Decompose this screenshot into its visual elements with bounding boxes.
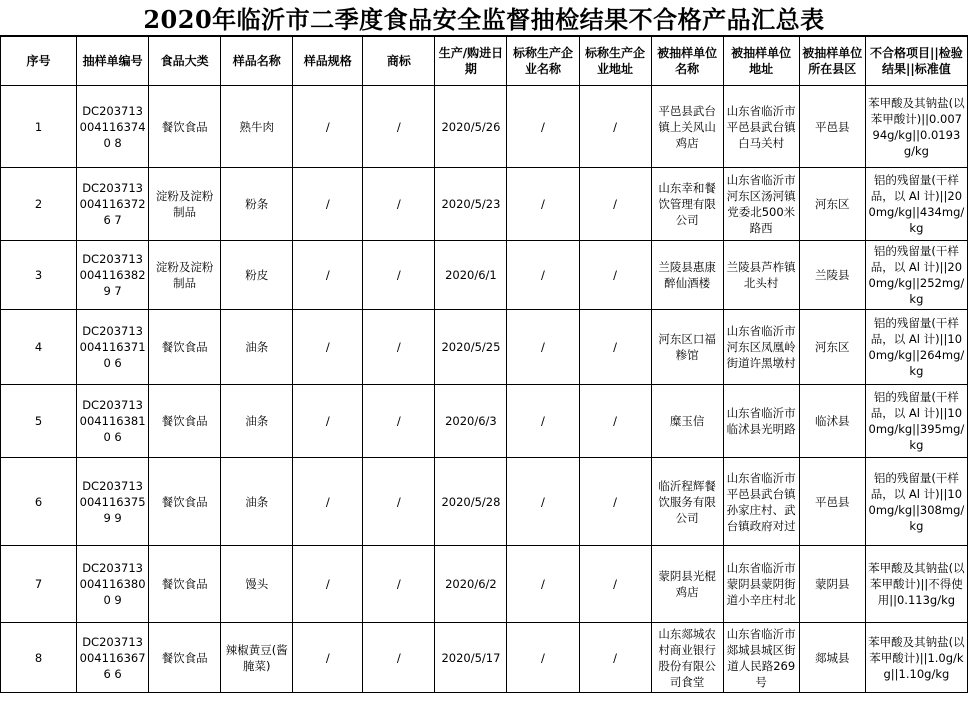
results-table xyxy=(0,36,968,693)
cell-mfr-name: / xyxy=(507,86,579,168)
cell-unit-address: 山东省临沂市郯城县城区街道人民路269号 xyxy=(723,623,799,693)
cell-spec: / xyxy=(293,458,363,546)
cell-sample-name: 熟牛肉 xyxy=(221,86,293,168)
cell-date: 2020/6/2 xyxy=(435,546,507,623)
cell-mfr-address: / xyxy=(579,623,651,693)
cell-brand: / xyxy=(363,241,435,310)
cell-unit-name: 糜玉信 xyxy=(651,385,723,458)
header-unit-name: 被抽样单位名称 xyxy=(651,37,723,86)
cell-no: 2 xyxy=(1,168,77,241)
cell-code: DC2037130041163800 9 xyxy=(77,546,149,623)
cell-brand: / xyxy=(363,546,435,623)
cell-sample-name: 辣椒黄豆(酱腌菜) xyxy=(221,623,293,693)
table-row xyxy=(1,168,968,241)
cell-category: 餐饮食品 xyxy=(149,546,221,623)
cell-code: DC2037130041163829 7 xyxy=(77,241,149,310)
cell-county: 兰陵县 xyxy=(799,241,865,310)
cell-spec: / xyxy=(293,385,363,458)
cell-category: 餐饮食品 xyxy=(149,623,221,693)
cell-sample-name: 油条 xyxy=(221,310,293,385)
cell-sample-name: 油条 xyxy=(221,458,293,546)
cell-brand: / xyxy=(363,168,435,241)
cell-code: DC2037130041163726 7 xyxy=(77,168,149,241)
cell-spec: / xyxy=(293,623,363,693)
cell-unit-address: 山东省临沂市河东区汤河镇党委北500米路西 xyxy=(723,168,799,241)
cell-category: 餐饮食品 xyxy=(149,310,221,385)
cell-unit-name: 平邑县武台镇上关风山鸡店 xyxy=(651,86,723,168)
cell-date: 2020/5/28 xyxy=(435,458,507,546)
cell-unit-name: 山东郯城农村商业银行股份有限公司食堂 xyxy=(651,623,723,693)
cell-sample-name: 粉皮 xyxy=(221,241,293,310)
cell-unit-address: 山东省临沂市平邑县武台镇白马关村 xyxy=(723,86,799,168)
cell-spec: / xyxy=(293,241,363,310)
cell-spec: / xyxy=(293,86,363,168)
cell-date: 2020/5/17 xyxy=(435,623,507,693)
cell-no: 5 xyxy=(1,385,77,458)
page-title: 2020年临沂市二季度食品安全监督抽检结果不合格产品汇总表 xyxy=(0,0,968,36)
cell-result: 苯甲酸及其钠盐(以苯甲酸计)||1.0g/kg||1.10g/kg xyxy=(865,623,967,693)
cell-mfr-address: / xyxy=(579,241,651,310)
cell-unit-address: 山东省临沂市平邑县武台镇孙家庄村、武台镇政府对过 xyxy=(723,458,799,546)
header-unit-address: 被抽样单位地址 xyxy=(723,37,799,86)
table-row xyxy=(1,623,968,693)
cell-result: 苯甲酸及其钠盐(以苯甲酸计)||不得使用||0.113g/kg xyxy=(865,546,967,623)
cell-mfr-name: / xyxy=(507,168,579,241)
cell-mfr-address: / xyxy=(579,458,651,546)
cell-code: DC2037130041163759 9 xyxy=(77,458,149,546)
cell-category: 餐饮食品 xyxy=(149,385,221,458)
cell-category: 淀粉及淀粉制品 xyxy=(149,168,221,241)
header-result: 不合格项目||检验结果||标准值 xyxy=(865,37,967,86)
table-row xyxy=(1,241,968,310)
cell-date: 2020/6/3 xyxy=(435,385,507,458)
cell-mfr-address: / xyxy=(579,86,651,168)
cell-result: 铝的残留量(干样品，以 Al 计)||100mg/kg||395mg/kg xyxy=(865,385,967,458)
cell-county: 郯城县 xyxy=(799,623,865,693)
cell-county: 平邑县 xyxy=(799,86,865,168)
header-mfr-address: 标称生产企业地址 xyxy=(579,37,651,86)
table-row xyxy=(1,86,968,168)
cell-county: 平邑县 xyxy=(799,458,865,546)
header-brand: 商标 xyxy=(363,37,435,86)
cell-mfr-name: / xyxy=(507,458,579,546)
cell-sample-name: 馒头 xyxy=(221,546,293,623)
cell-mfr-name: / xyxy=(507,623,579,693)
cell-code: DC2037130041163810 6 xyxy=(77,385,149,458)
cell-unit-name: 临沂程辉餐饮服务有限公司 xyxy=(651,458,723,546)
cell-mfr-address: / xyxy=(579,168,651,241)
cell-mfr-address: / xyxy=(579,385,651,458)
table-row xyxy=(1,546,968,623)
cell-sample-name: 粉条 xyxy=(221,168,293,241)
header-row xyxy=(1,37,968,86)
cell-brand: / xyxy=(363,458,435,546)
cell-result: 铝的残留量(干样品，以 Al 计)||200mg/kg||434mg/kg xyxy=(865,168,967,241)
header-mfr-name: 标称生产企业名称 xyxy=(507,37,579,86)
cell-spec: / xyxy=(293,546,363,623)
cell-category: 淀粉及淀粉制品 xyxy=(149,241,221,310)
cell-spec: / xyxy=(293,310,363,385)
cell-county: 河东区 xyxy=(799,310,865,385)
header-sample-name: 样品名称 xyxy=(221,37,293,86)
cell-mfr-name: / xyxy=(507,546,579,623)
header-date: 生产/购进日期 xyxy=(435,37,507,86)
table-row xyxy=(1,310,968,385)
cell-code: DC2037130041163676 6 xyxy=(77,623,149,693)
cell-result: 铝的残留量(干样品，以 Al 计)||100mg/kg||264mg/kg xyxy=(865,310,967,385)
cell-category: 餐饮食品 xyxy=(149,458,221,546)
cell-no: 4 xyxy=(1,310,77,385)
cell-no: 6 xyxy=(1,458,77,546)
cell-result: 铝的残留量(干样品，以 Al 计)||200mg/kg||252mg/kg xyxy=(865,241,967,310)
cell-unit-name: 蒙阴县光棍鸡店 xyxy=(651,546,723,623)
cell-no: 3 xyxy=(1,241,77,310)
cell-date: 2020/5/25 xyxy=(435,310,507,385)
cell-spec: / xyxy=(293,168,363,241)
cell-code: DC2037130041163710 6 xyxy=(77,310,149,385)
cell-no: 1 xyxy=(1,86,77,168)
cell-code: DC2037130041163740 8 xyxy=(77,86,149,168)
table-row xyxy=(1,385,968,458)
cell-mfr-name: / xyxy=(507,385,579,458)
cell-unit-address: 山东省临沂市蒙阴县蒙阴街道小辛庄村北 xyxy=(723,546,799,623)
cell-brand: / xyxy=(363,623,435,693)
cell-mfr-address: / xyxy=(579,310,651,385)
cell-unit-address: 山东省临沂市临沭县光明路 xyxy=(723,385,799,458)
header-code: 抽样单编号 xyxy=(77,37,149,86)
cell-date: 2020/6/1 xyxy=(435,241,507,310)
cell-county: 临沭县 xyxy=(799,385,865,458)
header-spec: 样品规格 xyxy=(293,37,363,86)
header-county: 被抽样单位所在县区 xyxy=(799,37,865,86)
cell-no: 7 xyxy=(1,546,77,623)
cell-date: 2020/5/23 xyxy=(435,168,507,241)
cell-county: 河东区 xyxy=(799,168,865,241)
cell-result: 铝的残留量(干样品，以 Al 计)||100mg/kg||308mg/kg xyxy=(865,458,967,546)
cell-unit-name: 河东区口福糁馆 xyxy=(651,310,723,385)
cell-mfr-address: / xyxy=(579,546,651,623)
cell-mfr-name: / xyxy=(507,310,579,385)
header-no: 序号 xyxy=(1,37,77,86)
cell-no: 8 xyxy=(1,623,77,693)
cell-brand: / xyxy=(363,86,435,168)
cell-date: 2020/5/26 xyxy=(435,86,507,168)
cell-brand: / xyxy=(363,310,435,385)
cell-unit-name: 山东幸和餐饮管理有限公司 xyxy=(651,168,723,241)
cell-county: 蒙阴县 xyxy=(799,546,865,623)
cell-sample-name: 油条 xyxy=(221,385,293,458)
cell-category: 餐饮食品 xyxy=(149,86,221,168)
cell-brand: / xyxy=(363,385,435,458)
cell-mfr-name: / xyxy=(507,241,579,310)
cell-unit-name: 兰陵县惠康醉仙酒楼 xyxy=(651,241,723,310)
cell-unit-address: 山东省临沂市河东区凤凰岭街道许黑墩村 xyxy=(723,310,799,385)
table-row xyxy=(1,458,968,546)
cell-unit-address: 兰陵县芦柞镇北头村 xyxy=(723,241,799,310)
header-category: 食品大类 xyxy=(149,37,221,86)
cell-result: 苯甲酸及其钠盐(以苯甲酸计)||0.00794g/kg||0.0193g/kg xyxy=(865,86,967,168)
